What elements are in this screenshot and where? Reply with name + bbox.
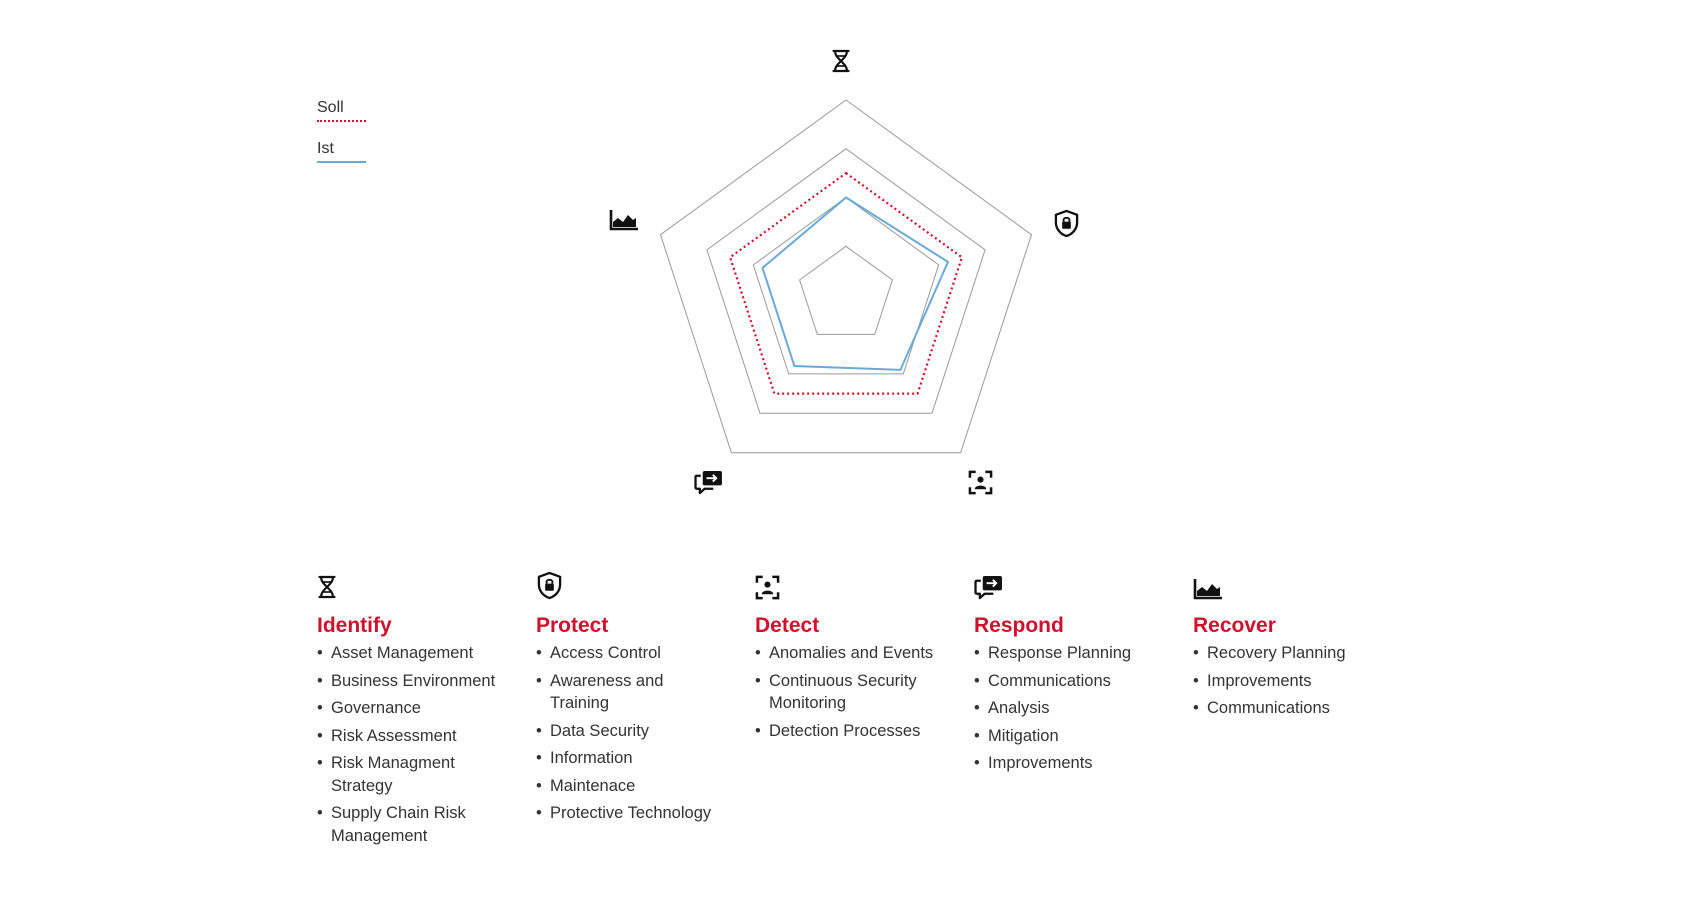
category-items [536, 642, 721, 825]
list-item: • Business Environment [317, 670, 502, 693]
category-title: Detect [755, 614, 820, 637]
category-title: Protect [536, 614, 609, 637]
list-item: • Maintenace [536, 775, 721, 798]
category-title: Recover [1193, 614, 1276, 637]
person-frame-icon [755, 564, 940, 600]
series-soll [730, 173, 962, 394]
list-item: • Risk Managment Strategy [317, 752, 502, 797]
person-frame-icon [968, 470, 993, 500]
category-recover [1193, 564, 1378, 725]
list-item: • Data Security [536, 720, 721, 743]
category-identify [317, 564, 502, 852]
list-item: • Mitigation [974, 725, 1159, 748]
category-items [755, 642, 940, 742]
legend-label-soll: Soll [317, 99, 344, 116]
category-title: Respond [974, 614, 1064, 637]
list-item: • Supply Chain Risk Management [317, 802, 502, 847]
list-item: • Communications [974, 670, 1159, 693]
list-item: • Recovery Planning [1193, 642, 1378, 665]
grid-ring-4 [661, 100, 1032, 453]
list-item: • Protective Technology [536, 802, 721, 825]
list-item: • Risk Assessment [317, 725, 502, 748]
area-chart-icon [1193, 564, 1378, 600]
category-items [1193, 642, 1378, 720]
category-title: Identify [317, 614, 392, 637]
list-item: • Asset Management [317, 642, 502, 665]
list-item: • Communications [1193, 697, 1378, 720]
legend-label-ist: Ist [317, 140, 334, 157]
dna-icon [317, 564, 502, 600]
list-item: • Awareness and Training [536, 670, 721, 715]
chat-arrow-icon [974, 564, 1159, 600]
dna-icon [831, 48, 851, 79]
list-item: • Governance [317, 697, 502, 720]
category-respond [974, 564, 1159, 780]
shield-lock-icon [1053, 209, 1080, 243]
grid-ring-1 [800, 246, 893, 334]
area-chart-icon [609, 209, 639, 236]
category-detect [755, 564, 940, 747]
list-item: • Improvements [974, 752, 1159, 775]
category-items [974, 642, 1159, 775]
list-item: • Information [536, 747, 721, 770]
chat-arrow-icon [694, 470, 723, 500]
list-item: • Continuous Security Monitoring [755, 670, 940, 715]
list-item: • Access Control [536, 642, 721, 665]
category-protect [536, 564, 721, 830]
list-item: • Improvements [1193, 670, 1378, 693]
list-item: • Anomalies and Events [755, 642, 940, 665]
shield-lock-icon [536, 564, 721, 600]
list-item: • Response Planning [974, 642, 1159, 665]
list-item: • Analysis [974, 697, 1159, 720]
series-ist [763, 198, 949, 370]
category-items [317, 642, 502, 847]
list-item: • Detection Processes [755, 720, 940, 743]
